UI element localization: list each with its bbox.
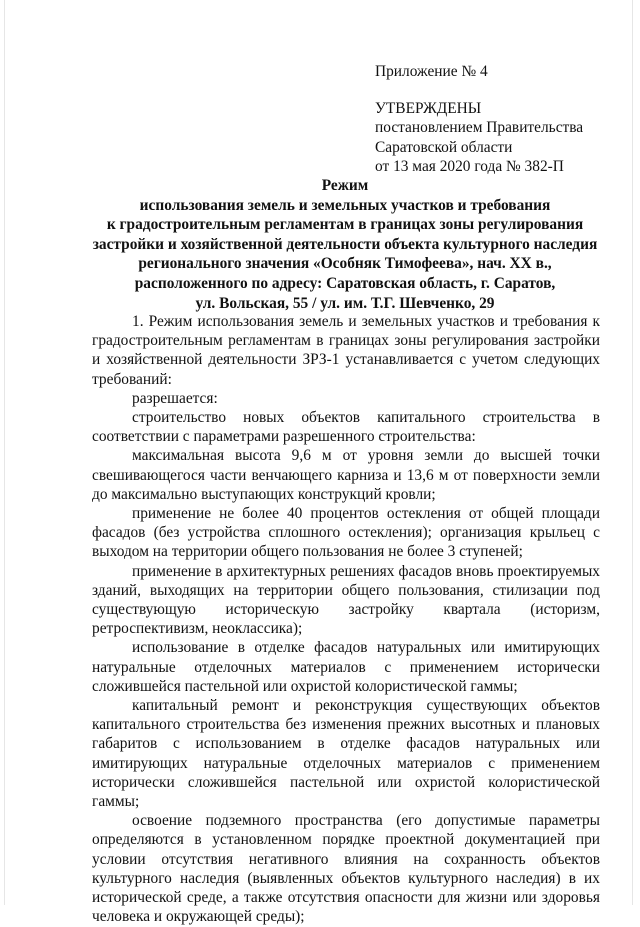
body-paragraph: максимальная высота 9,6 м от уровня земли до высшей точки свешивающегося части венчающего карниза и 13,6 м от поверхности земли до максимально выступающих конструкций кровли; <box>92 447 600 503</box>
document-body <box>92 312 600 927</box>
annex-number: Приложение № 4 <box>375 63 488 80</box>
body-paragraph: строительство новых объектов капитального строительства в соответствии с параметрами разрешенного строительства: <box>92 409 600 446</box>
approval-line: от 13 мая 2020 года № 382-П <box>375 157 564 175</box>
body-paragraph: 1. Режим использования земель и земельных участков и требования к градостроительным регламентам в границах зоны регулирования застройки и хозяйственной деятельности ЗРЗ-1 устанавливается с учетом следующих требований: <box>92 313 600 388</box>
approval-line: Саратовской области <box>375 138 513 156</box>
title-line: расположенного по адресу: Саратовская область, г. Саратов, <box>134 274 556 292</box>
title-line: к градостроительным регламентам в границах зоны регулирования <box>106 216 584 234</box>
title-line: использования земель и земельных участков и требования <box>139 196 551 214</box>
scan-left-edge <box>4 0 5 905</box>
title-line: ул. Вольская, 55 / ул. им. Т.Г. Шевченко, 29 <box>195 294 495 312</box>
body-paragraph: применение не более 40 процентов остекления от общей площади фасадов (без устройства сплошного остекления); организация крыльец с выходом на территории общего пользования не более 3 ступеней; <box>92 505 600 561</box>
approval-line: постановлением Правительства <box>375 119 584 137</box>
body-paragraph: освоение подземного пространства (его допустимые параметры определяются в установленном порядке проектной документацией при условии отсутствия негативного влияния на сохранность объектов культурного наследия (выявленных объектов культурного наследия) в их исторической среде, а также отсутствия опасности для жизни или здоровья человека и окружающей среды); <box>92 812 600 926</box>
document-title <box>90 176 600 313</box>
scan-right-edge <box>632 0 633 905</box>
title-line: застройки и хозяйственной деятельности объекта культурного наследия <box>92 235 598 253</box>
approved-heading: УТВЕРЖДЕНЫ <box>375 100 482 118</box>
body-paragraph: разрешается: <box>132 389 218 407</box>
title-line: регионального значения «Особняк Тимофеева», нач. XX в., <box>138 255 552 273</box>
body-paragraph: капитальный ремонт и реконструкция существующих объектов капитального строительства без изменения прежних высотных и плановых габаритов с использованием в отделке фасадов натуральных или имитирующих натуральные отделочных материалов с применением исторически сложившейся пастельной или охристой колористической гаммы; <box>92 697 600 811</box>
approval-block <box>375 62 625 176</box>
body-paragraph: применение в архитектурных решениях фасадов вновь проектируемых зданий, выходящих на территории общего пользования, стилизации под существующую историческую застройку квартала (историзм, ретроспективизм, неоклассика); <box>92 562 600 638</box>
body-paragraph: использование в отделке фасадов натуральных или имитирующих натуральные отделочных материалов с применением исторически сложившейся пастельной или охристой колористической гаммы; <box>92 639 600 695</box>
title-line: Режим <box>321 177 369 194</box>
